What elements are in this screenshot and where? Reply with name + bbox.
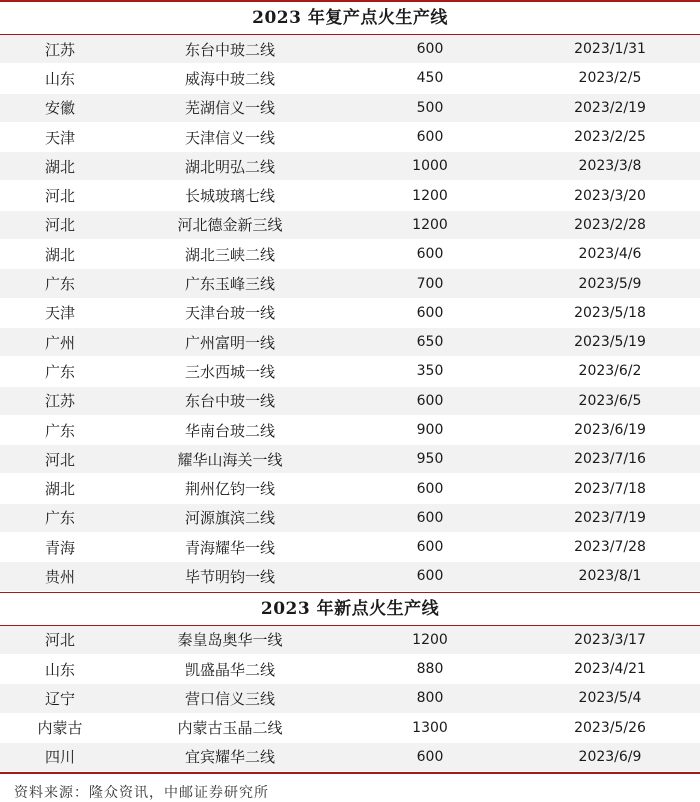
province-cell: 广东 — [0, 357, 120, 386]
capacity-cell: 800 — [340, 684, 520, 713]
table-row — [0, 713, 700, 742]
province-cell: 安徽 — [0, 93, 120, 122]
province-cell: 湖北 — [0, 152, 120, 181]
capacity-cell: 600 — [340, 240, 520, 269]
line-name-cell: 华南台玻二线 — [120, 415, 340, 444]
province-cell: 广东 — [0, 415, 120, 444]
table-row — [0, 152, 700, 181]
date-cell: 2023/3/20 — [520, 181, 700, 210]
capacity-cell: 600 — [340, 503, 520, 532]
province-cell: 广东 — [0, 503, 120, 532]
table-row — [0, 533, 700, 562]
line-name-cell: 天津台玻一线 — [120, 298, 340, 327]
line-name-cell: 湖北三峡二线 — [120, 240, 340, 269]
table-row — [0, 240, 700, 269]
capacity-cell: 600 — [340, 474, 520, 503]
date-cell: 2023/1/31 — [520, 35, 700, 64]
province-cell: 江苏 — [0, 35, 120, 64]
province-cell: 天津 — [0, 122, 120, 151]
capacity-cell: 600 — [340, 386, 520, 415]
province-cell: 河北 — [0, 181, 120, 210]
date-cell: 2023/5/4 — [520, 684, 700, 713]
capacity-cell: 600 — [340, 298, 520, 327]
line-name-cell: 三水西城一线 — [120, 357, 340, 386]
date-cell: 2023/3/17 — [520, 626, 700, 655]
date-cell: 2023/7/28 — [520, 533, 700, 562]
line-name-cell: 秦皇岛奥华一线 — [120, 626, 340, 655]
capacity-cell: 1200 — [340, 626, 520, 655]
date-cell: 2023/6/5 — [520, 386, 700, 415]
province-cell: 湖北 — [0, 474, 120, 503]
table-row — [0, 269, 700, 298]
capacity-cell: 1000 — [340, 152, 520, 181]
capacity-cell: 450 — [340, 64, 520, 93]
date-cell: 2023/2/28 — [520, 210, 700, 239]
line-name-cell: 河北德金新三线 — [120, 210, 340, 239]
table-row — [0, 181, 700, 210]
capacity-cell: 900 — [340, 415, 520, 444]
date-cell: 2023/7/16 — [520, 445, 700, 474]
table-row — [0, 626, 700, 655]
line-name-cell: 湖北明弘二线 — [120, 152, 340, 181]
line-name-cell: 芜湖信义一线 — [120, 93, 340, 122]
capacity-cell: 600 — [340, 742, 520, 771]
capacity-cell: 1200 — [340, 181, 520, 210]
bottom-rule — [0, 772, 700, 774]
line-name-cell: 广州富明一线 — [120, 327, 340, 356]
line-name-cell: 东台中玻二线 — [120, 35, 340, 64]
capacity-cell: 600 — [340, 562, 520, 591]
line-name-cell: 耀华山海关一线 — [120, 445, 340, 474]
province-cell: 天津 — [0, 298, 120, 327]
province-cell: 山东 — [0, 64, 120, 93]
province-cell: 四川 — [0, 742, 120, 771]
province-cell: 广东 — [0, 269, 120, 298]
table-row — [0, 357, 700, 386]
table-row — [0, 35, 700, 64]
province-cell: 贵州 — [0, 562, 120, 591]
date-cell: 2023/5/19 — [520, 327, 700, 356]
line-name-cell: 毕节明钧一线 — [120, 562, 340, 591]
province-cell: 辽宁 — [0, 684, 120, 713]
line-name-cell: 天津信义一线 — [120, 122, 340, 151]
table-row — [0, 562, 700, 591]
province-cell: 青海 — [0, 533, 120, 562]
line-name-cell: 东台中玻一线 — [120, 386, 340, 415]
capacity-cell: 600 — [340, 35, 520, 64]
capacity-cell: 950 — [340, 445, 520, 474]
date-cell: 2023/2/5 — [520, 64, 700, 93]
line-name-cell: 营口信义三线 — [120, 684, 340, 713]
date-cell: 2023/6/19 — [520, 415, 700, 444]
province-cell: 湖北 — [0, 240, 120, 269]
province-cell: 河北 — [0, 210, 120, 239]
province-cell: 内蒙古 — [0, 713, 120, 742]
date-cell: 2023/2/25 — [520, 122, 700, 151]
date-cell: 2023/5/18 — [520, 298, 700, 327]
table-row — [0, 503, 700, 532]
province-cell: 河北 — [0, 626, 120, 655]
table-row — [0, 93, 700, 122]
resumed-lines-table — [0, 35, 700, 592]
line-name-cell: 河源旗滨二线 — [120, 503, 340, 532]
line-name-cell: 凯盛晶华二线 — [120, 654, 340, 683]
table-row — [0, 298, 700, 327]
table-row — [0, 654, 700, 683]
date-cell: 2023/4/6 — [520, 240, 700, 269]
table-row — [0, 415, 700, 444]
table-row — [0, 386, 700, 415]
section-title-new: 2023 年新点火生产线 — [260, 598, 440, 619]
province-cell: 山东 — [0, 654, 120, 683]
line-name-cell: 宜宾耀华二线 — [120, 742, 340, 771]
capacity-cell: 350 — [340, 357, 520, 386]
date-cell: 2023/2/19 — [520, 93, 700, 122]
source-note: 资料来源：隆众资讯，中邮证券研究所 — [14, 785, 269, 802]
date-cell: 2023/5/9 — [520, 269, 700, 298]
line-name-cell: 威海中玻二线 — [120, 64, 340, 93]
date-cell: 2023/7/19 — [520, 503, 700, 532]
province-cell: 河北 — [0, 445, 120, 474]
capacity-cell: 500 — [340, 93, 520, 122]
table-row — [0, 64, 700, 93]
capacity-cell: 700 — [340, 269, 520, 298]
date-cell: 2023/4/21 — [520, 654, 700, 683]
line-name-cell: 青海耀华一线 — [120, 533, 340, 562]
capacity-cell: 880 — [340, 654, 520, 683]
line-name-cell: 内蒙古玉晶二线 — [120, 713, 340, 742]
table-row — [0, 474, 700, 503]
date-cell: 2023/6/9 — [520, 742, 700, 771]
capacity-cell: 1300 — [340, 713, 520, 742]
line-name-cell: 长城玻璃七线 — [120, 181, 340, 210]
capacity-cell: 600 — [340, 533, 520, 562]
date-cell: 2023/5/26 — [520, 713, 700, 742]
date-cell: 2023/7/18 — [520, 474, 700, 503]
date-cell: 2023/6/2 — [520, 357, 700, 386]
table-row — [0, 210, 700, 239]
capacity-cell: 1200 — [340, 210, 520, 239]
date-cell: 2023/8/1 — [520, 562, 700, 591]
table-row — [0, 742, 700, 771]
capacity-cell: 650 — [340, 327, 520, 356]
table-row — [0, 445, 700, 474]
province-cell: 广州 — [0, 327, 120, 356]
line-name-cell: 荆州亿钧一线 — [120, 474, 340, 503]
line-name-cell: 广东玉峰三线 — [120, 269, 340, 298]
table-row — [0, 684, 700, 713]
date-cell: 2023/3/8 — [520, 152, 700, 181]
capacity-cell: 600 — [340, 122, 520, 151]
table-row — [0, 122, 700, 151]
province-cell: 江苏 — [0, 386, 120, 415]
table-row — [0, 327, 700, 356]
section-title-resumed: 2023 年复产点火生产线 — [252, 8, 448, 28]
new-lines-table — [0, 626, 700, 772]
